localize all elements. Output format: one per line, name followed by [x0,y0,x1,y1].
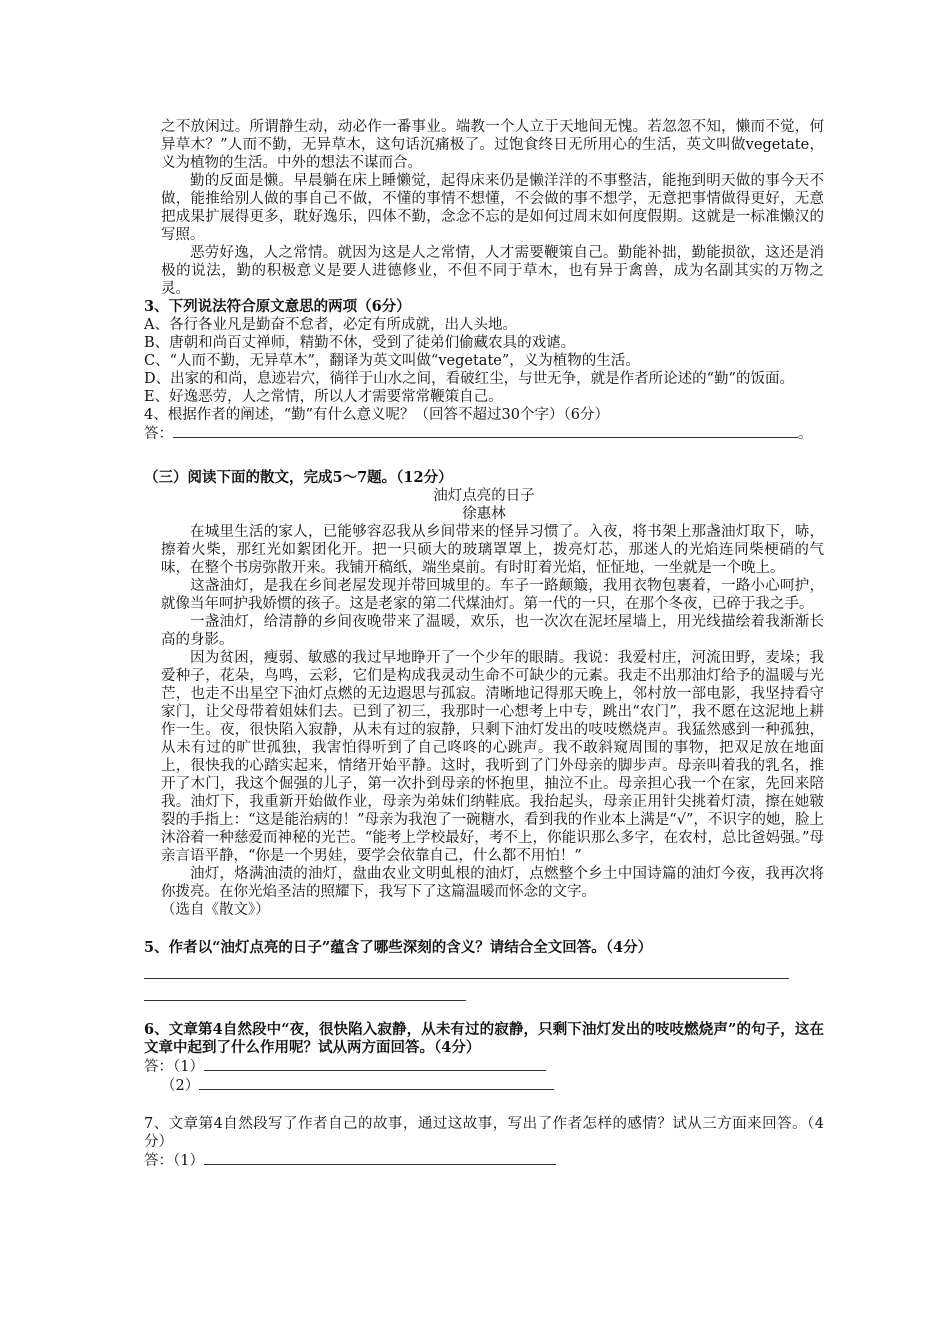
question-7-answer-label: 答： [144,1153,173,1169]
question-6-item-1-label: （1） [173,1059,204,1075]
section-3-heading: （三）阅读下面的散文，完成5～7题。（12分） [144,469,453,486]
question-3-title: 3、下列说法符合原文意思的两项（6分） [144,298,411,315]
question-7-item-1-label: （1） [173,1153,204,1169]
question-6-answer-row-1 [144,1057,824,1076]
question-3-option-a: A、各行各业凡是勤奋不怠者，必定有所成就，出人头地。 [144,317,517,333]
essay-author: 徐惠林 [462,506,506,522]
question-3-option-e: E、好逸恶劳，人之常情，所以人才需要常常鞭策自己。 [144,389,503,405]
essay-paragraph-3: 一盏油灯，给清静的乡间夜晚带来了温暖，欢乐，也一次次在泥坯屋墙上，用光线描绘着我渐渐长高的身影。 [161,614,824,648]
essay-paragraph-1: 在城里生活的家人，已能够容忍我从乡间带来的怪异习惯了。入夜，将书架上那盏油灯取下，哧，擦着火柴，那红光如絮团化开。把一只硕大的玻璃罩罩上，拨亮灯芯，那迷人的光焰连同柴梗硝的气味，在整个书房弥散开来。我铺开稿纸，端坐桌前。有时盯着光焰，怔怔地，一坐就是一个晚上。 [161,524,824,576]
essay-paragraph-5: 油灯，烙满油渍的油灯，盘曲农业文明虬根的油灯，点燃整个乡土中国诗篇的油灯今夜，我再次将你拨亮。在你光焰圣洁的照耀下，我写下了这篇温暖而怀念的文字。 [161,866,824,900]
question-7-item-1-line[interactable] [204,1151,556,1165]
essay-paragraph-2: 这盏油灯，是我在乡间老屋发现并带回城里的。车子一路颠簸，我用衣物包裹着，一路小心呵护，就像当年呵护我娇惯的孩子。这是老家的第二代煤油灯。第一代的一只，在那个冬夜，已碎于我之手。 [161,578,824,612]
essay-source: （选自《散文》） [161,902,270,918]
question-4-answer-end: 。 [798,426,813,442]
passage-paragraph-2: 勤的反面是懒。早晨躺在床上睡懒觉，起得床来仍是懒洋洋的不事整洁，能拖到明天做的事今天不做，能推给别人做的事自己不做，不懂的事情不想懂，不会做的事不想学，无意把事情做得更好，无意把成果扩展得更多，耽好逸乐，四体不勤，念念不忘的是如何过周末如何度假期。这就是一标准懒汉的写照。 [161,173,824,243]
essay-paragraph-4: 因为贫困，瘦弱、敏感的我过早地睁开了一个少年的眼睛。我说：我爱村庄，河流田野，麦垛；我爱种子，花朵，鸟鸣，云彩，它们是构成我灵动生命不可缺少的元素。我走不出那油灯给予的温暖与光芒，也走不出星空下油灯点燃的无边遐思与孤寂。清晰地记得那天晚上，邻村放一部电影，我坚持看守家门，让父母带着姐妹们去。已到了初三，我那时一心想考上中专，跳出“农门”，我不愿在这泥地上耕作一生。夜，很快陷入寂静，从未有过的寂静，只剩下油灯发出的吱吱燃烧声。我猛然感到一种孤独，从未有过的旷世孤独，我害怕得听到了自己咚咚的心跳声。我不敢斜窥周围的事物，把双足放在地面上，很快我的心踏实起来，情绪开始平静。这时，我听到了门外母亲的脚步声。母亲叫着我的乳名，推开了木门，我这个倔强的儿子，第一次扑到母亲的怀抱里，抽泣不止。母亲担心我一个在家，先回来陪我。油灯下，我重新开始做作业，母亲为弟妹们纳鞋底。我抬起头，母亲正用针尖挑着灯渍，擦在她皲裂的手指上：“这是能治病的！”母亲为我泡了一碗糖水，看到我的作业本上满是“√”，不识字的她，脸上沐浴着一种慈爱而神秘的光芒。“能考上学校最好，考不上，你能识那么多字，在农村，总比爸妈强。”母亲言语平静，“你是一个男娃，要学会依靠自己，什么都不用怕！” [161,650,824,864]
question-6-item-2-label: （2） [161,1078,200,1094]
question-4-answer-row [144,424,824,443]
question-3-option-c: C、“人而不勤，无异草木”，翻译为英文叫做“vegetate”，义为植物的生活。 [144,353,640,369]
question-6-item-1-line[interactable] [204,1057,546,1071]
question-3-option-b: B、唐朝和尚百丈禅师，精勤不休，受到了徒弟们偷藏农具的戏谑。 [144,335,576,351]
question-4-answer-line[interactable] [173,424,798,438]
question-6-item-2-line[interactable] [199,1076,554,1090]
question-4-answer-label: 答： [144,426,173,442]
question-4-title: 4、根据作者的阐述，“勤”有什么意义呢？（回答不超过30个字）（6分） [144,407,609,423]
question-6-answer-label: 答： [144,1059,173,1075]
question-7-answer-row-1 [144,1151,824,1170]
question-3-option-d: D、出家的和尚，息迹岩穴，徜徉于山水之间，看破红尘，与世无争，就是作者所论述的“勤”的饭面。 [144,371,794,387]
question-6-title: 6、文章第4自然段中“夜，很快陷入寂静，从未有过的寂静，只剩下油灯发出的吱吱燃烧声”的句子，这在文章中起到了什么作用呢？试从两方面回答。（4分） [144,1021,824,1056]
question-6-answer-row-2 [144,1076,824,1095]
essay-title: 油灯点亮的日子 [433,488,535,504]
passage-paragraph-1: 之不放闲过。所谓静生动，动必作一番事业。端教一个人立于天地间无愧。若忽忽不知，懒而不觉，何异草木？”人而不勤，无异草木，这句话沉痛极了。过饱食终日无所用心的生活，英文叫做vegetate，义为植物的生活。中外的想法不谋而合。 [161,119,824,171]
question-7-title: 7、文章第4自然段写了作者自己的故事，通过这故事，写出了作者怎样的感情？试从三方面来回答。（4分） [144,1116,824,1150]
exam-page [144,118,824,1170]
question-5-title: 5、作者以“油灯点亮的日子”蕴含了哪些深刻的含义？请结合全文回答。（4分） [144,939,653,956]
passage-paragraph-3: 恶劳好逸，人之常情。就因为这是人之常情，人才需要鞭策自己。勤能补拙，勤能损欲，这还是消极的说法，勤的积极意义是要人进德修业，不但不同于草木，也有异于禽兽，成为名副其实的万物之灵。 [161,245,824,297]
